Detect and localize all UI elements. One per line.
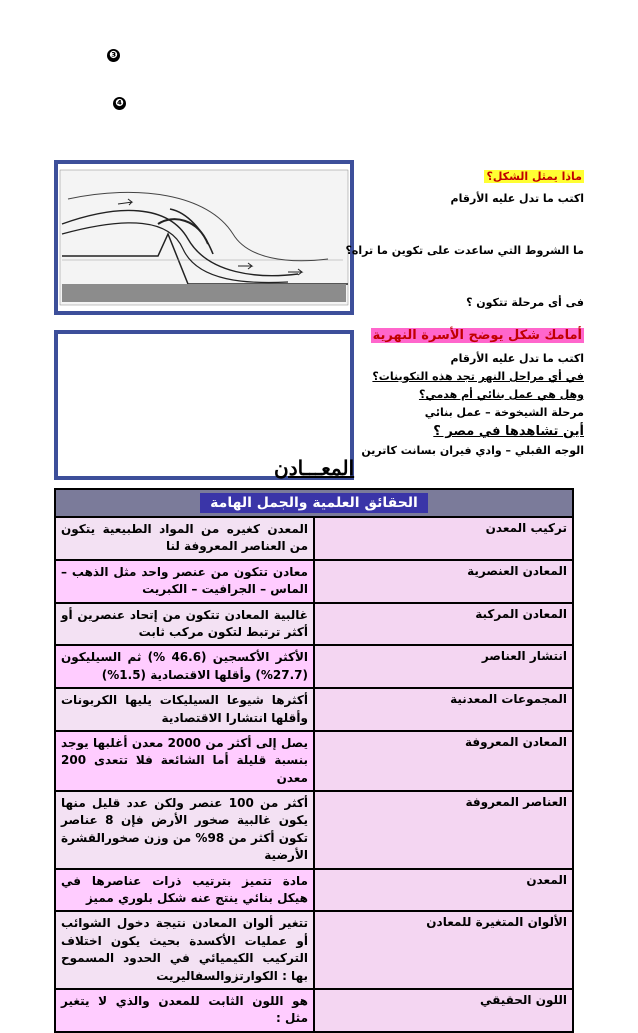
row-label: المجموعات المعدنية [314,688,573,731]
section-title-minerals: المعـــادن [274,456,355,480]
figure1-question-line: فى أى مرحلة تتكون ؟ [466,296,584,309]
row-label: المعدن [314,869,573,912]
row-label: تركيب المعدن [314,517,573,560]
row-value: أكثر من 100 عنصر ولكن عدد قليل منها يكون غالبية صخور الأرض فإن 8 عناصر تكون أكثر من 98% من وزن صخورالقشرة الأرضية [55,791,314,869]
figure-river-deposit-diagram [54,160,354,315]
number-marker-4: ❹ [113,97,126,110]
table-row [55,688,573,731]
figure2-answer-line: الوجه القبلي – وادي فيران بسانت كاترين [361,444,584,457]
row-value: هو اللون الثابت للمعدن والذي لا يتغير مثل : [55,989,314,1032]
row-value: مادة تتميز بترتيب ذرات عناصرها في هيكل بنائي ينتج عنه شكل بلوري مميز [55,869,314,912]
row-value: المعدن كغيره من المواد الطبيعية يتكون من العناصر المعروفة لنا [55,517,314,560]
table-header-row [55,489,573,517]
row-label: الألوان المتغيرة للمعادن [314,911,573,989]
figure2-question-line: اكتب ما تدل عليه الأرقام [450,352,584,365]
number-marker-3: ❸ [107,49,120,62]
table-row [55,517,573,560]
row-label: المعادن المعروفة [314,731,573,791]
row-value: معادن تتكون من عنصر واحد مثل الذهب – الماس – الجرافيت – الكبريت [55,560,314,603]
figure2-answer-line: مرحلة الشيخوخة – عمل بنائي [424,406,584,419]
row-label: انتشار العناصر [314,645,573,688]
row-label: المعادن العنصرية [314,560,573,603]
figure1-question-title: ماذا يمثل الشكل؟ [486,170,582,183]
row-value: يصل إلى أكثر من 2000 معدن أغلبها يوجد بنسبة قليلة أما الشائعة فلا تتعدى 200 معدن [55,731,314,791]
table-row [55,645,573,688]
table-row [55,560,573,603]
figure2-question-line: أين تشاهدها في مصر ؟ [433,424,584,439]
table-row [55,731,573,791]
table-row [55,869,573,912]
row-value: غالبية المعادن تتكون من إتحاد عنصرين أو أكثر ترتبط لتكون مركب ثابت [55,603,314,646]
row-label: العناصر المعروفة [314,791,573,869]
minerals-facts-table [54,488,574,1033]
table-header-title: الحقائق العلمية والجمل الهامة [200,493,428,513]
row-label: اللون الحقيقي [314,989,573,1032]
row-value: تتغير ألوان المعادن نتيجة دخول الشوائب أو عمليات الأكسدة بحيث يكون اختلاف التركيب الكيميائي في الحدود المسموح بها : الكوارتزوالسفاليريت [55,911,314,989]
figure2-question-line: في أي مراحل النهر تجد هذه التكوينات؟ [372,370,584,383]
river-deposit-sketch [58,164,350,311]
figure1-question-line: ما الشروط التي ساعدت على تكوين ما تراه؟ [345,244,584,257]
row-label: المعادن المركبة [314,603,573,646]
figure1-question-line: اكتب ما تدل عليه الأرقام [450,192,584,205]
figure2-question-title: أمامك شكل يوضح الأسرة النهرية [372,328,582,343]
table-row [55,989,573,1032]
table-row [55,791,573,869]
row-value: أكثرها شيوعا السيليكات يليها الكربونات وأقلها انتشارا الاقتصادية [55,688,314,731]
row-value: الأكثر الأكسجين (46.6 %) ثم السيليكون (27.7%) وأقلها الاقتصادية (1.5%) [55,645,314,688]
table-row [55,911,573,989]
table-row [55,603,573,646]
figure2-question-line: وهل هي عمل بنائي أم هدمي؟ [418,388,584,401]
